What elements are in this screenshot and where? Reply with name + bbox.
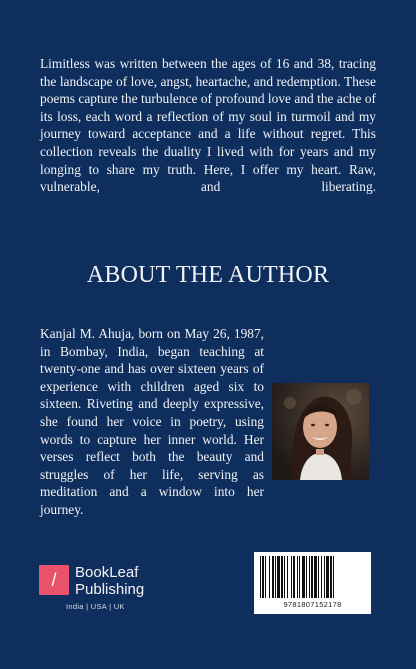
barcode-bar (311, 556, 313, 598)
publisher-name-line1: BookLeaf (75, 564, 139, 581)
barcode-bars (258, 556, 367, 598)
barcode-bar (309, 556, 310, 598)
barcode-bar (262, 556, 264, 598)
barcode-bar (275, 556, 276, 598)
barcode-bar (284, 556, 285, 598)
publisher-mark-icon: / (39, 565, 69, 595)
barcode-bar (277, 556, 280, 598)
barcode-bar (321, 556, 322, 598)
barcode-bar (324, 556, 325, 598)
barcode-bar (265, 556, 266, 598)
isbn-number: 9781807152178 (283, 600, 342, 609)
author-photo (272, 383, 369, 480)
about-author-heading: ABOUT THE AUTHOR (86, 262, 330, 288)
barcode-bar (302, 556, 305, 598)
barcode-bar (269, 556, 270, 598)
barcode-bar (326, 556, 329, 598)
barcode-bar (293, 556, 295, 598)
author-portrait-image (272, 383, 369, 480)
barcode-bar (281, 556, 283, 598)
barcode-bar (318, 556, 319, 598)
author-bio: Kanjal M. Ahuja, born on May 26, 1987, in Bombay, India, began teaching at twenty-one and has over sixteen years of experience with children aged six to sixteen. Riveting and deeply expressive, she found her voice in poetry, using words to capture her inner world. Her verses reflect both the beauty and struggles of her life, serving as meditation and a window into her journey. (40, 326, 264, 517)
publisher-logo (39, 565, 199, 615)
barcode-bar (314, 556, 317, 598)
barcode-bar (330, 556, 332, 598)
publisher-regions: India | USA | UK (66, 602, 125, 611)
barcode-bar (306, 556, 307, 598)
barcode-bar (260, 556, 261, 598)
barcode-bar (333, 556, 334, 598)
publisher-name-line2: Publishing (75, 581, 145, 598)
barcode-bar (297, 556, 298, 598)
isbn-barcode (254, 552, 371, 614)
barcode-bar (299, 556, 300, 598)
barcode-bar (291, 556, 292, 598)
barcode-bar (287, 556, 288, 598)
book-blurb: Limitless was written between the ages of 16 and 38, tracing the landscape of love, angst, heartache, and redemption. These poems capture the turbulence of profound love and the ache of its loss, each word a reflection of my soul in turmoil and my journey toward acceptance and a life without regret. This collection reveals the duality I lived with for years and my longing to share my truth. Here, I offer my heart. Raw, vulnerable, and liberating. (40, 56, 376, 195)
barcode-bar (272, 556, 274, 598)
